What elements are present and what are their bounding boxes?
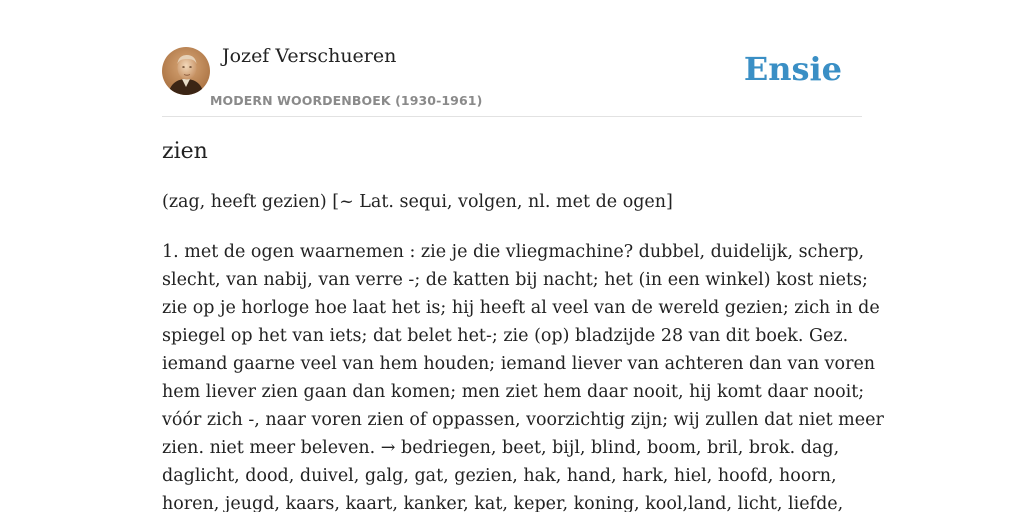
- definition-line: slecht, van nabij, van verre -; de katten bij nacht; het (in een winkel) kost niets;: [162, 270, 868, 290]
- definition-line: 1. met de ogen waarnemen : zie je die vliegmachine? dubbel, duidelijk, scherp,: [162, 242, 865, 262]
- author-portrait-icon: [162, 47, 210, 95]
- definition-text: [162, 238, 884, 512]
- definition-line: zie op je horloge hoe laat het is; hij heeft al veel van de wereld gezien; zich in de: [162, 298, 880, 318]
- author-name[interactable]: Jozef Verschueren: [222, 45, 397, 67]
- definition-line: daglicht, dood, duivel, galg, gat, gezien, hak, hand, hark, hiel, hoofd, hoorn,: [162, 466, 837, 486]
- definition-line: hem liever zien gaan dan komen; men ziet hem daar nooit, hij komt daar nooit;: [162, 382, 865, 402]
- definition-line: horen, jeugd, kaars, kaart, kanker, kat, keper, koning, kool,land, licht, liefde,: [162, 494, 844, 512]
- headword: zien: [162, 139, 208, 164]
- source-dictionary[interactable]: MODERN WOORDENBOEK (1930-1961): [210, 93, 483, 108]
- definition-line: spiegel op het van iets; dat belet het-; zie (op) bladzijde 28 van dit boek. Gez.: [162, 326, 849, 346]
- definition-line: iemand gaarne veel van hem houden; iemand liever van achteren dan van voren: [162, 354, 876, 374]
- definition-line: vóór zich -, naar voren zien of oppassen, voorzichtig zijn; wij zullen dat niet meer: [162, 410, 884, 430]
- definition-line: zien. niet meer beleven. → bedriegen, beet, bijl, blind, boom, bril, brok. dag,: [162, 438, 840, 458]
- etymology: (zag, heeft gezien) [~ Lat. sequi, volgen, nl. met de ogen]: [162, 192, 673, 212]
- site-logo[interactable]: Ensie: [743, 50, 842, 88]
- author-avatar[interactable]: [162, 47, 210, 95]
- entry-header: [162, 44, 862, 117]
